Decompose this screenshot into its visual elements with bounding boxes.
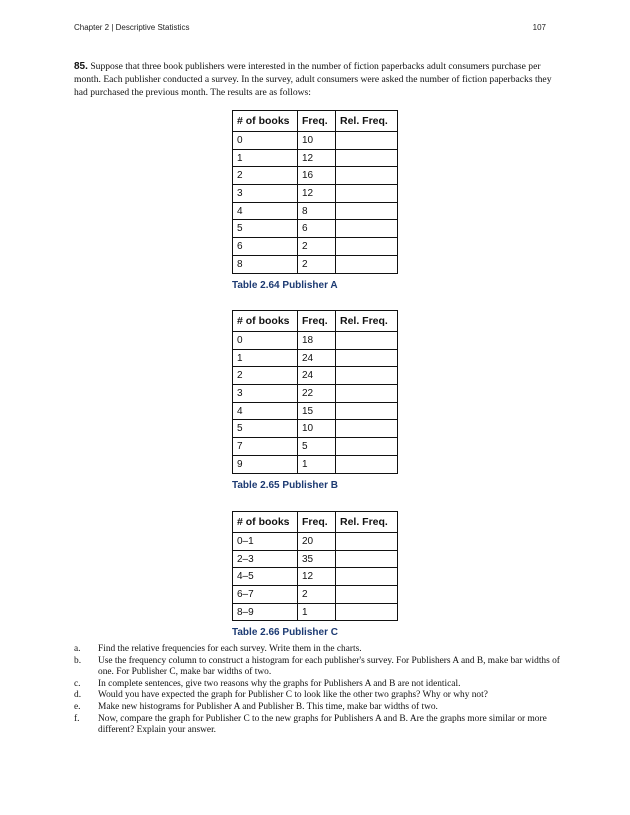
rel-freq-cell	[336, 332, 398, 350]
table-cell: 6–7	[233, 586, 298, 604]
rel-freq-cell	[336, 202, 398, 220]
table-publisher-b	[232, 310, 398, 491]
table-row	[233, 455, 398, 473]
question-text: Now, compare the graph for Publisher C to the new graphs for Publishers A and B. Are the graphs more similar or more different? Explain your answer.	[98, 713, 547, 736]
table-cell: 24	[298, 367, 336, 385]
table-row	[233, 586, 398, 604]
table-row	[233, 349, 398, 367]
column-header: Rel. Freq.	[336, 311, 398, 332]
table-cell: 4	[233, 202, 298, 220]
table-publisher-a	[232, 110, 398, 291]
question-item	[74, 702, 560, 714]
table-row	[233, 568, 398, 586]
column-header: Freq.	[298, 311, 336, 332]
table-cell: 8	[233, 255, 298, 273]
rel-freq-cell	[336, 367, 398, 385]
rel-freq-cell	[336, 349, 398, 367]
table-cell: 6	[298, 220, 336, 238]
table-cell: 20	[298, 533, 336, 551]
table-cell: 3	[233, 185, 298, 203]
table-row	[233, 367, 398, 385]
rel-freq-cell	[336, 185, 398, 203]
rel-freq-cell	[336, 550, 398, 568]
question-label: b.	[74, 655, 82, 666]
table-caption: Table 2.65 Publisher B	[232, 479, 338, 491]
rel-freq-cell	[336, 402, 398, 420]
table-row	[233, 185, 398, 203]
table-caption: Table 2.66 Publisher C	[232, 627, 338, 639]
rel-freq-cell	[336, 255, 398, 273]
table-cell: 10	[298, 132, 336, 150]
column-header: # of books	[233, 512, 298, 533]
question-label: a.	[74, 644, 81, 654]
table-cell: 1	[298, 603, 336, 621]
table-cell: 6	[233, 238, 298, 256]
table-publisher-c	[232, 511, 398, 638]
table-cell: 12	[298, 185, 336, 203]
table-row	[233, 438, 398, 456]
rel-freq-cell	[336, 149, 398, 167]
table-cell: 9	[233, 455, 298, 473]
question-text: Make new histograms for Publisher A and Publisher B. This time, make bar widths of two.	[98, 701, 438, 712]
rel-freq-cell	[336, 603, 398, 621]
table-row	[233, 167, 398, 185]
table-row	[233, 533, 398, 551]
frequency-table	[232, 511, 398, 621]
table-row	[233, 202, 398, 220]
table-cell: 10	[298, 420, 336, 438]
table-cell: 2	[298, 238, 336, 256]
table-row	[233, 385, 398, 403]
column-header: Freq.	[298, 111, 336, 132]
problem-number: 85.	[74, 61, 88, 72]
question-label: d.	[74, 690, 82, 701]
rel-freq-cell	[336, 220, 398, 238]
page-header	[74, 23, 546, 32]
table-row	[233, 550, 398, 568]
rel-freq-cell	[336, 167, 398, 185]
table-row	[233, 149, 398, 167]
table-cell: 3	[233, 385, 298, 403]
table-row	[233, 220, 398, 238]
question-text: Would you have expected the graph for Publisher C to look like the other two graphs? Why or why not?	[98, 690, 488, 701]
problem-statement	[74, 60, 558, 99]
table-header-row	[233, 111, 398, 132]
rel-freq-cell	[336, 438, 398, 456]
column-header: Freq.	[298, 512, 336, 533]
page-number: 107	[532, 23, 546, 32]
table-cell: 18	[298, 332, 336, 350]
table-caption: Table 2.64 Publisher A	[232, 279, 338, 291]
table-row	[233, 238, 398, 256]
table-cell: 1	[298, 455, 336, 473]
table-header-row	[233, 311, 398, 332]
question-text: In complete sentences, give two reasons why the graphs for Publishers A and B are not identical.	[98, 678, 461, 689]
table-cell: 5	[298, 438, 336, 456]
table-cell: 4–5	[233, 568, 298, 586]
table-cell: 8	[298, 202, 336, 220]
rel-freq-cell	[336, 238, 398, 256]
table-cell: 5	[233, 220, 298, 238]
column-header: # of books	[233, 311, 298, 332]
rel-freq-cell	[336, 132, 398, 150]
question-label: e.	[74, 701, 81, 712]
rel-freq-cell	[336, 533, 398, 551]
table-cell: 1	[233, 149, 298, 167]
table-cell: 8–9	[233, 603, 298, 621]
chapter-title: Chapter 2 | Descriptive Statistics	[74, 23, 190, 32]
question-item	[74, 679, 560, 691]
table-cell: 1	[233, 349, 298, 367]
question-text: Use the frequency column to construct a histogram for each publisher's survey. For Publishers A and B, make bar widths of one. For Publisher C, make bar widths of two.	[98, 655, 560, 678]
table-cell: 4	[233, 402, 298, 420]
question-item	[74, 690, 560, 702]
table-row	[233, 603, 398, 621]
rel-freq-cell	[336, 420, 398, 438]
table-row	[233, 255, 398, 273]
question-item	[74, 714, 560, 737]
table-row	[233, 132, 398, 150]
table-cell: 12	[298, 568, 336, 586]
table-cell: 2	[298, 255, 336, 273]
question-item	[74, 644, 560, 656]
question-item	[74, 656, 560, 679]
table-row	[233, 402, 398, 420]
table-cell: 0–1	[233, 533, 298, 551]
rel-freq-cell	[336, 455, 398, 473]
table-cell: 0	[233, 332, 298, 350]
table-header-row	[233, 512, 398, 533]
table-cell: 12	[298, 149, 336, 167]
table-cell: 0	[233, 132, 298, 150]
table-cell: 22	[298, 385, 336, 403]
table-cell: 2	[233, 367, 298, 385]
table-cell: 2–3	[233, 550, 298, 568]
column-header: Rel. Freq.	[336, 512, 398, 533]
question-list	[74, 644, 560, 737]
frequency-table	[232, 110, 398, 274]
rel-freq-cell	[336, 586, 398, 604]
table-cell: 15	[298, 402, 336, 420]
table-row	[233, 332, 398, 350]
problem-text: Suppose that three book publishers were interested in the number of fiction paperbacks adult consumers purchase per month. Each publisher conducted a survey. In the survey, adult consumers were asked the number of fiction paperbacks they had purchased the previous month. The results are as follows:	[74, 61, 552, 98]
table-cell: 35	[298, 550, 336, 568]
question-text: Find the relative frequencies for each survey. Write them in the charts.	[98, 644, 362, 654]
question-label: c.	[74, 678, 81, 689]
column-header: Rel. Freq.	[336, 111, 398, 132]
table-cell: 2	[298, 586, 336, 604]
table-cell: 7	[233, 438, 298, 456]
table-cell: 16	[298, 167, 336, 185]
table-cell: 24	[298, 349, 336, 367]
table-cell: 2	[233, 167, 298, 185]
table-cell: 5	[233, 420, 298, 438]
rel-freq-cell	[336, 568, 398, 586]
table-row	[233, 420, 398, 438]
column-header: # of books	[233, 111, 298, 132]
frequency-table	[232, 310, 398, 474]
question-label: f.	[74, 713, 80, 724]
rel-freq-cell	[336, 385, 398, 403]
